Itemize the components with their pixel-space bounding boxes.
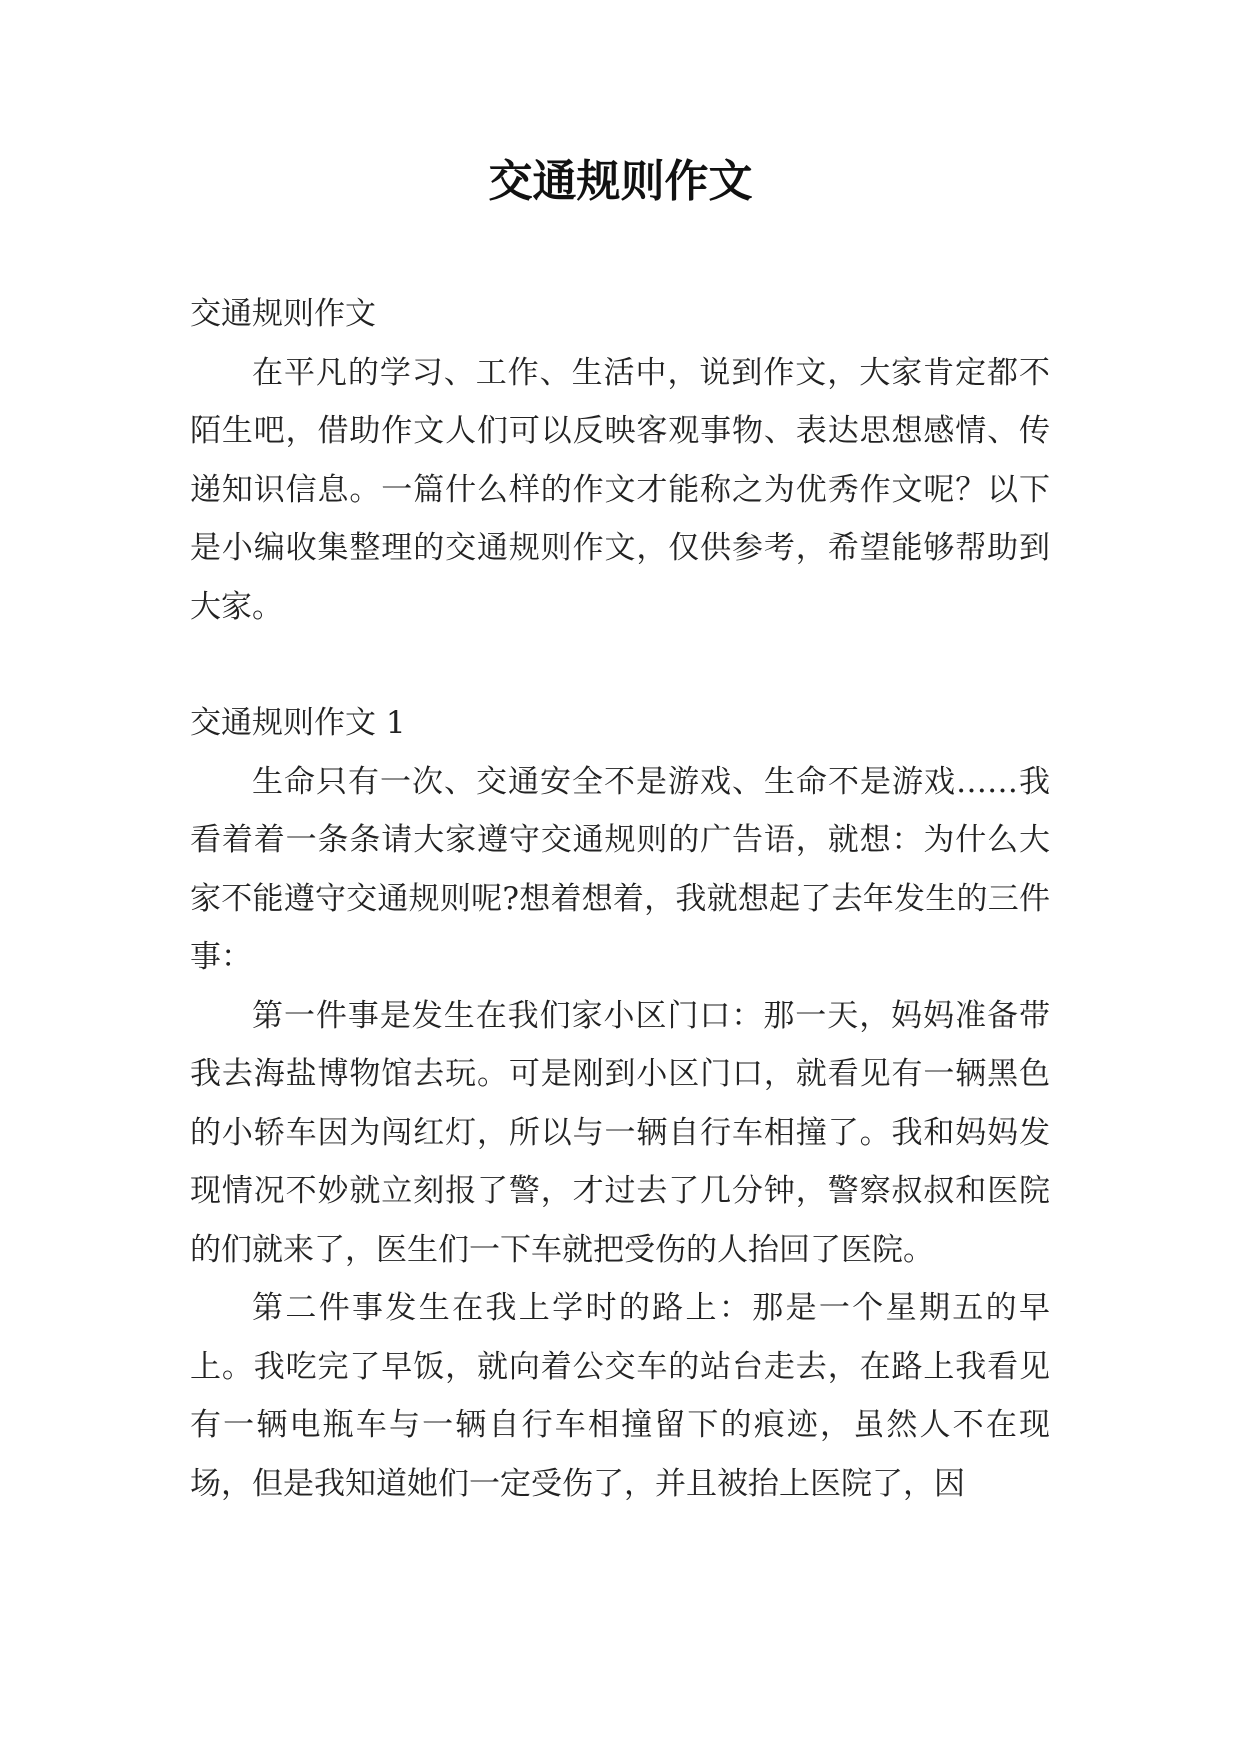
- intro-heading: 交通规则作文: [190, 296, 376, 332]
- document-title: 交通规则作文: [488, 156, 753, 207]
- essay-1-paragraph-3: 第二件事发生在我上学时的路上：那是一个星期五的早上。我吃完了早饭，就向着公交车的站台走去，在路上我看见有一辆电瓶车与一辆自行车相撞留下的痕迹，虽然人不在现场，但是我知道她们一定受伤了，并且被抬上医院了，因: [190, 1290, 1050, 1502]
- document-body: [190, 285, 1050, 1513]
- essay-1-heading: 交通规则作文 1: [190, 705, 406, 741]
- essay-1-paragraph-1: 生命只有一次、交通安全不是游戏、生命不是游戏……我看着着一条条请大家遵守交通规则的广告语，就想：为什么大家不能遵守交通规则呢?想着想着，我就想起了去年发生的三件事：: [190, 763, 1050, 975]
- section-spacer: [190, 636, 1050, 694]
- essay-1-paragraph-2: 第一件事是发生在我们家小区门口：那一天，妈妈准备带我去海盐博物馆去玩。可是刚到小区门口，就看见有一辆黑色的小轿车因为闯红灯，所以与一辆自行车相撞了。我和妈妈发现情况不妙就立刻报了警，才过去了几分钟，警察叔叔和医院的们就来了，医生们一下车就把受伤的人抬回了医院。: [190, 997, 1050, 1268]
- intro-paragraph: 在平凡的学习、工作、生活中，说到作文，大家肯定都不陌生吧，借助作文人们可以反映客观事物、表达思想感情、传递知识信息。一篇什么样的作文才能称之为优秀作文呢？以下是小编收集整理的交通规则作文，仅供参考，希望能够帮助到大家。: [190, 354, 1050, 625]
